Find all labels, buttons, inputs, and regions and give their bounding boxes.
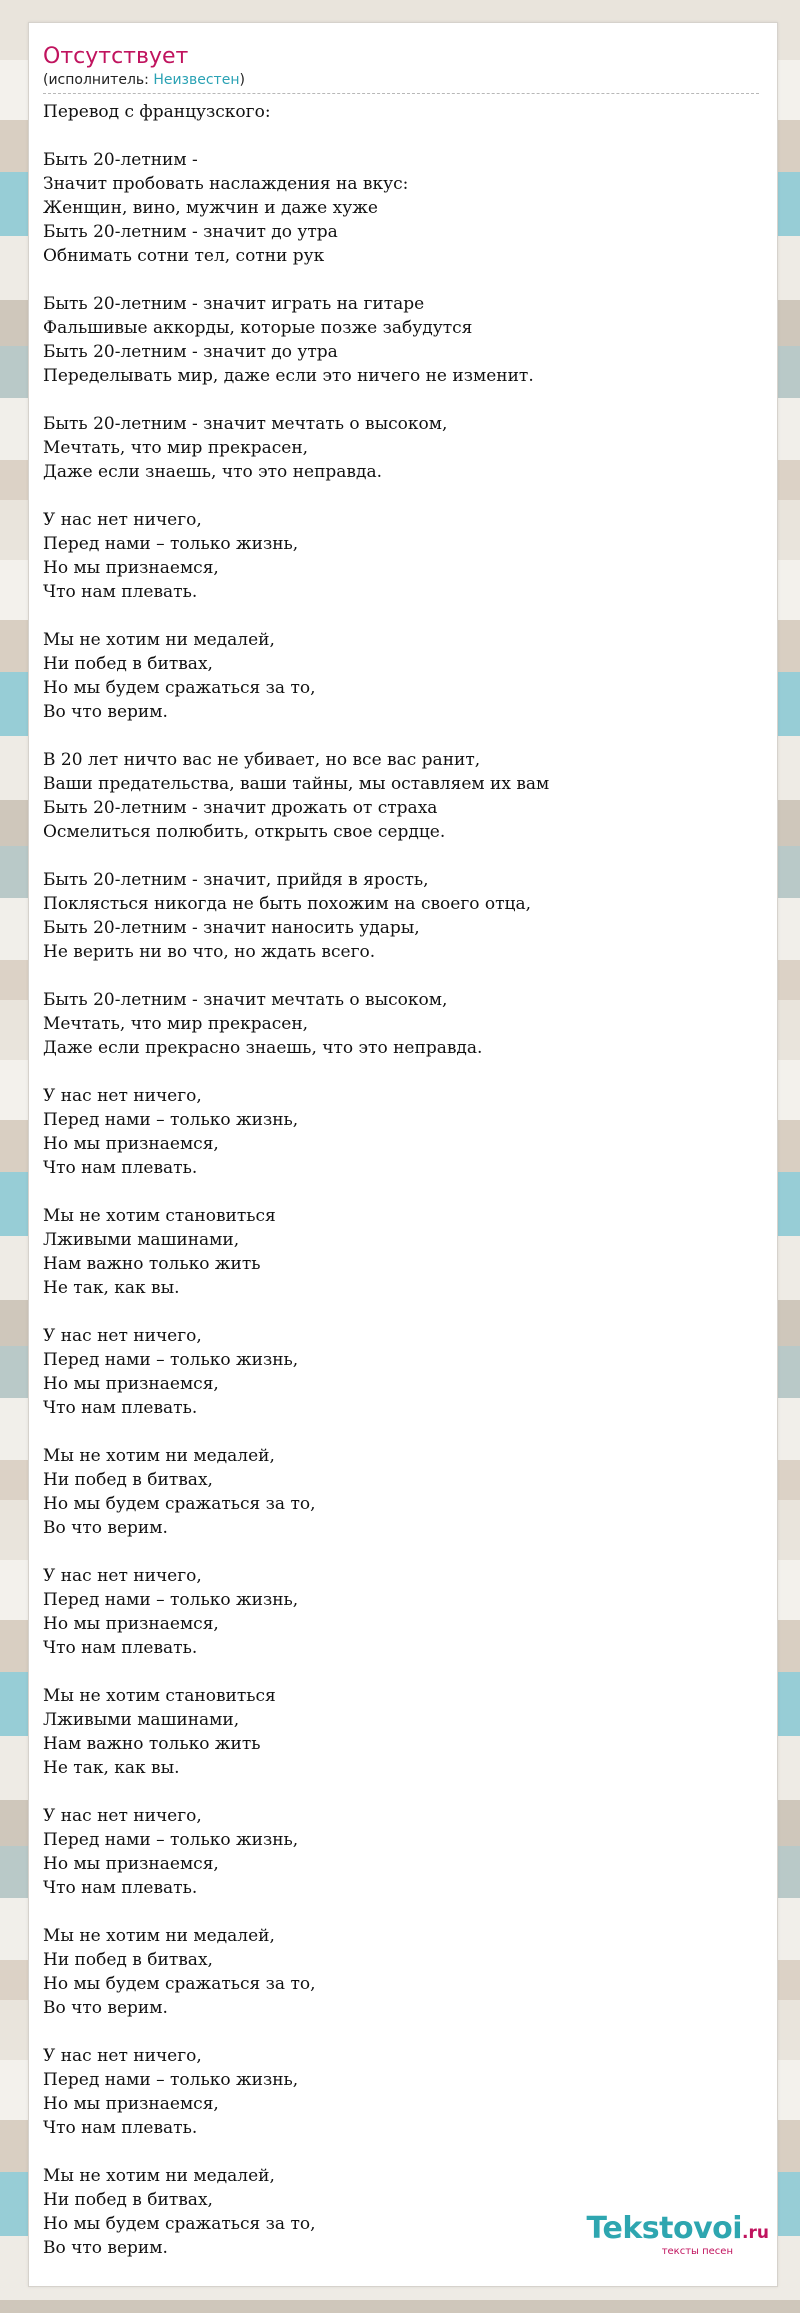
artist-prefix: (исполнитель: — [43, 72, 154, 88]
lyric-line — [43, 268, 763, 292]
lyric-line — [43, 124, 763, 148]
lyric-line: Быть 20-летним - — [43, 150, 198, 170]
lyric-line: Что нам плевать. — [43, 582, 198, 602]
lyric-line: У нас нет ничего, — [43, 510, 202, 530]
lyric-line: Мечтать, что мир прекрасен, — [43, 438, 309, 458]
lyric-line: Не верить ни во что, но ждать всего. — [43, 942, 376, 962]
lyric-line: Поклясться никогда не быть похожим на своего отца, — [43, 894, 531, 914]
lyric-line: Нам важно только жить — [43, 1254, 261, 1274]
lyric-line — [43, 1060, 763, 1084]
lyric-line: У нас нет ничего, — [43, 1326, 202, 1346]
lyric-line: Мы не хотим становиться — [43, 1686, 276, 1706]
lyric-line: Во что верим. — [43, 2238, 168, 2258]
lyric-line: Быть 20-летним - значит мечтать о высоком, — [43, 990, 448, 1010]
lyric-line: Но мы будем сражаться за то, — [43, 1974, 316, 1994]
site-logo[interactable] — [587, 2212, 770, 2258]
logo-name: Tekstovoi — [586, 2211, 743, 2246]
lyric-line — [43, 1180, 763, 1204]
lyric-line: Осмелиться полюбить, открыть свое сердце. — [43, 822, 446, 842]
lyric-line: Переделывать мир, даже если это ничего не изменит. — [43, 366, 534, 386]
lyric-line — [43, 2020, 763, 2044]
lyric-line: Ваши предательства, ваши тайны, мы оставляем их вам — [43, 774, 550, 794]
lyric-line: У нас нет ничего, — [43, 1086, 202, 1106]
lyric-line: Фальшивые аккорды, которые позже забудутся — [43, 318, 473, 338]
lyric-line: Быть 20-летним - значит, прийдя в ярость, — [43, 870, 429, 890]
lyric-line: Ни побед в битвах, — [43, 654, 213, 674]
lyric-line: Что нам плевать. — [43, 1398, 198, 1418]
lyric-line: Но мы признаемся, — [43, 1374, 219, 1394]
artist-suffix: ) — [239, 72, 245, 88]
lyric-line: Мечтать, что мир прекрасен, — [43, 1014, 309, 1034]
lyric-line: Перед нами – только жизнь, — [43, 1830, 299, 1850]
artist-line — [43, 71, 759, 89]
lyric-line: Быть 20-летним - значит мечтать о высоком, — [43, 414, 448, 434]
lyric-line: Быть 20-летним - значит дрожать от страха — [43, 798, 438, 818]
lyric-line: В 20 лет ничто вас не убивает, но все вас ранит, — [43, 750, 481, 770]
lyric-line — [43, 1540, 763, 1564]
lyric-line — [43, 1420, 763, 1444]
lyric-line — [43, 1780, 763, 1804]
song-title: Отсутствует — [43, 44, 189, 69]
lyric-line: Даже если знаешь, что это неправда. — [43, 462, 383, 482]
lyric-line: Что нам плевать. — [43, 1638, 198, 1658]
lyric-line: Во что верим. — [43, 1518, 168, 1538]
lyrics-text — [43, 100, 763, 2260]
lyric-line — [43, 964, 763, 988]
lyric-line: Перед нами – только жизнь, — [43, 2070, 299, 2090]
lyric-line — [43, 1660, 763, 1684]
lyric-line: Мы не хотим ни медалей, — [43, 1926, 275, 1946]
lyric-line: Ни побед в битвах, — [43, 2190, 213, 2210]
lyric-line: Мы не хотим становиться — [43, 1206, 276, 1226]
lyric-line: Ни побед в битвах, — [43, 1950, 213, 1970]
lyric-line: Лживыми машинами, — [43, 1710, 240, 1730]
lyric-line — [43, 844, 763, 868]
lyric-line — [43, 1900, 763, 1924]
lyric-line: Обнимать сотни тел, сотни рук — [43, 246, 325, 266]
lyric-line: Не так, как вы. — [43, 1278, 180, 1298]
lyric-line: Мы не хотим ни медалей, — [43, 630, 275, 650]
lyric-line: Перед нами – только жизнь, — [43, 1110, 299, 1130]
lyric-line — [43, 724, 763, 748]
lyric-line: Перевод с французского: — [43, 102, 271, 122]
song-header — [43, 43, 759, 94]
lyric-line: Мы не хотим ни медалей, — [43, 2166, 275, 2186]
lyric-line: Мы не хотим ни медалей, — [43, 1446, 275, 1466]
logo-tld: .ru — [742, 2223, 769, 2243]
lyric-line: У нас нет ничего, — [43, 1566, 202, 1586]
lyric-line: Перед нами – только жизнь, — [43, 1590, 299, 1610]
lyric-line: Но мы признаемся, — [43, 1614, 219, 1634]
lyric-line: Быть 20-летним - значит до утра — [43, 222, 338, 242]
lyric-line: Значит пробовать наслаждения на вкус: — [43, 174, 409, 194]
lyric-line: Ни побед в битвах, — [43, 1470, 213, 1490]
lyric-line — [43, 388, 763, 412]
lyrics-card — [28, 22, 778, 2287]
lyric-line: Женщин, вино, мужчин и даже хуже — [43, 198, 378, 218]
lyric-line: Что нам плевать. — [43, 2118, 198, 2138]
lyric-line: Но мы признаемся, — [43, 1134, 219, 1154]
lyric-line: У нас нет ничего, — [43, 2046, 202, 2066]
lyric-line: Не так, как вы. — [43, 1758, 180, 1778]
lyric-line: Что нам плевать. — [43, 1158, 198, 1178]
lyric-line: Во что верим. — [43, 1998, 168, 2018]
lyric-line: Но мы признаемся, — [43, 2094, 219, 2114]
lyric-line: Во что верим. — [43, 702, 168, 722]
lyric-line: Но мы признаемся, — [43, 558, 219, 578]
lyric-line: Быть 20-летним - значит играть на гитаре — [43, 294, 425, 314]
lyric-line — [43, 2140, 763, 2164]
lyric-line: Даже если прекрасно знаешь, что это неправда. — [43, 1038, 483, 1058]
lyric-line: Нам важно только жить — [43, 1734, 261, 1754]
artist-link[interactable]: Неизвестен — [153, 72, 240, 88]
lyric-line: Но мы признаемся, — [43, 1854, 219, 1874]
lyric-line: Но мы будем сражаться за то, — [43, 1494, 316, 1514]
lyric-line: У нас нет ничего, — [43, 1806, 202, 1826]
lyric-line: Перед нами – только жизнь, — [43, 1350, 299, 1370]
lyric-line: Лживыми машинами, — [43, 1230, 240, 1250]
lyric-line: Что нам плевать. — [43, 1878, 198, 1898]
lyric-line: Перед нами – только жизнь, — [43, 534, 299, 554]
lyric-line: Но мы будем сражаться за то, — [43, 678, 316, 698]
lyric-line — [43, 1300, 763, 1324]
lyric-line: Быть 20-летним - значит до утра — [43, 342, 338, 362]
lyric-line: Быть 20-летним - значит наносить удары, — [43, 918, 420, 938]
lyric-line: Но мы будем сражаться за то, — [43, 2214, 316, 2234]
lyric-line — [43, 484, 763, 508]
lyric-line — [43, 604, 763, 628]
logo-wordmark — [587, 2212, 770, 2246]
logo-tagline: тексты песен — [661, 2246, 733, 2257]
